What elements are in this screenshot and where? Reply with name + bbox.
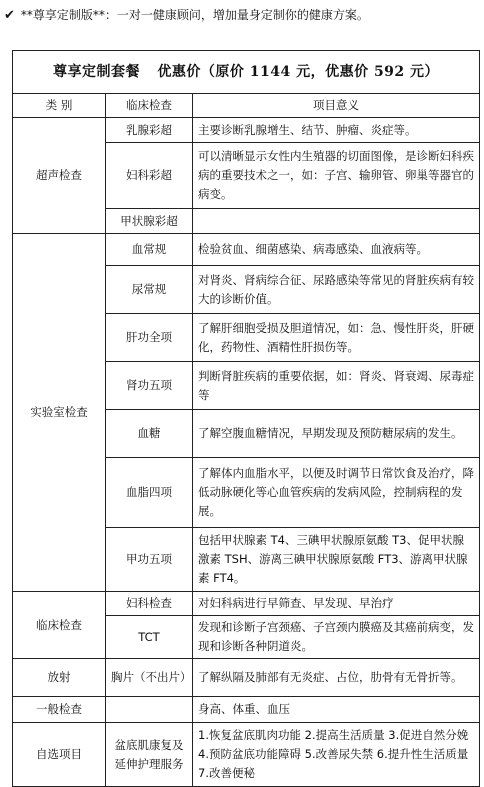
exam-cell: 盆底肌康复及延伸护理服务 bbox=[106, 723, 193, 787]
exam-cell: 肾功五项 bbox=[106, 362, 193, 410]
exam-cell: 肝功全项 bbox=[106, 314, 193, 362]
intro-text: **尊享定制版**：一对一健康顾问，增加量身定制你的健康方案。 bbox=[20, 8, 369, 22]
exam-cell: 妇科检查 bbox=[106, 592, 193, 616]
meaning-cell bbox=[193, 209, 480, 234]
package-title: 尊享定制套餐 bbox=[52, 63, 140, 80]
meaning-cell: 判断肾脏疾病的重要依据，如：肾炎、肾衰竭、尿毒症等 bbox=[193, 362, 480, 410]
meaning-cell: 1.恢复盆底肌肉功能 2.提高生活质量 3.促进自然分娩 4.预防盆底功能障碍 5.改善尿失禁 6.提升性生活质量 7.改善便秘 bbox=[193, 723, 480, 787]
package-price: 优惠价（原价 1144 元，优惠价 592 元） bbox=[157, 63, 440, 80]
check-icon: ✔ bbox=[4, 8, 15, 23]
meaning-cell: 对妇科病进行早筛查、早发现、早治疗 bbox=[193, 592, 480, 616]
exam-cell: 血常规 bbox=[106, 234, 193, 266]
exam-cell: 胸片（不出片） bbox=[106, 659, 193, 697]
category-cell: 实验室检查 bbox=[13, 234, 106, 592]
meaning-cell: 包括甲状腺素 T4、三碘甲状腺原氨酸 T3、促甲状腺激素 TSH、游离三碘甲状腺原氨酸 FT3、游离甲状腺素 FT4。 bbox=[193, 528, 480, 592]
table-row bbox=[13, 592, 480, 616]
table-row bbox=[13, 234, 480, 266]
category-cell: 临床检查 bbox=[13, 592, 106, 659]
exam-cell: 甲功五项 bbox=[106, 528, 193, 592]
header-row bbox=[13, 94, 480, 118]
category-cell: 放射 bbox=[13, 659, 106, 697]
package-table bbox=[12, 50, 480, 787]
category-cell: 超声检查 bbox=[13, 118, 106, 234]
meaning-cell: 了解体内血脂水平，以便及时调节日常饮食及治疗，降低动脉硬化等心血管疾病的发病风险，控制病程的发展。 bbox=[193, 458, 480, 528]
exam-cell: 乳腺彩超 bbox=[106, 118, 193, 143]
exam-cell: 妇科彩超 bbox=[106, 143, 193, 209]
exam-cell: TCT bbox=[106, 616, 193, 659]
meaning-cell: 了解肝细胞受损及胆道情况，如：急、慢性肝炎，肝硬化，药物性、酒精性肝损伤等。 bbox=[193, 314, 480, 362]
header-meaning: 项目意义 bbox=[193, 94, 480, 118]
meaning-cell: 了解纵隔及肺部有无炎症、占位，肋骨有无骨折等。 bbox=[193, 659, 480, 697]
meaning-cell: 对肾炎、肾病综合征、尿路感染等常见的肾脏疾病有较大的诊断价值。 bbox=[193, 266, 480, 314]
meaning-cell: 检验贫血、细菌感染、病毒感染、血液病等。 bbox=[193, 234, 480, 266]
category-cell: 一般检查 bbox=[13, 697, 106, 723]
table-row bbox=[13, 697, 480, 723]
table-row bbox=[13, 118, 480, 143]
header-exam: 临床检查 bbox=[106, 94, 193, 118]
meaning-cell: 身高、体重、血压 bbox=[193, 697, 480, 723]
exam-cell: 血糖 bbox=[106, 410, 193, 458]
meaning-cell: 主要诊断乳腺增生、结节、肿瘤、炎症等。 bbox=[193, 118, 480, 143]
category-cell: 自选项目 bbox=[13, 723, 106, 787]
package-title-cell bbox=[13, 51, 480, 94]
table-row bbox=[13, 659, 480, 697]
table-row bbox=[13, 723, 480, 787]
title-row bbox=[13, 51, 480, 94]
exam-cell: 尿常规 bbox=[106, 266, 193, 314]
header-category: 类 别 bbox=[13, 94, 106, 118]
meaning-cell: 了解空腹血糖情况，早期发现及预防糖尿病的发生。 bbox=[193, 410, 480, 458]
exam-cell bbox=[106, 697, 193, 723]
intro-line bbox=[0, 0, 484, 30]
exam-cell: 血脂四项 bbox=[106, 458, 193, 528]
exam-cell: 甲状腺彩超 bbox=[106, 209, 193, 234]
meaning-cell: 发现和诊断子宫颈癌、子宫颈内膜癌及其癌前病变，发现和诊断各种阴道炎。 bbox=[193, 616, 480, 659]
meaning-cell: 可以清晰显示女性内生殖器的切面图像，是诊断妇科疾病的重要技术之一，如：子宫、输卵管、卵巢等器官的病变。 bbox=[193, 143, 480, 209]
